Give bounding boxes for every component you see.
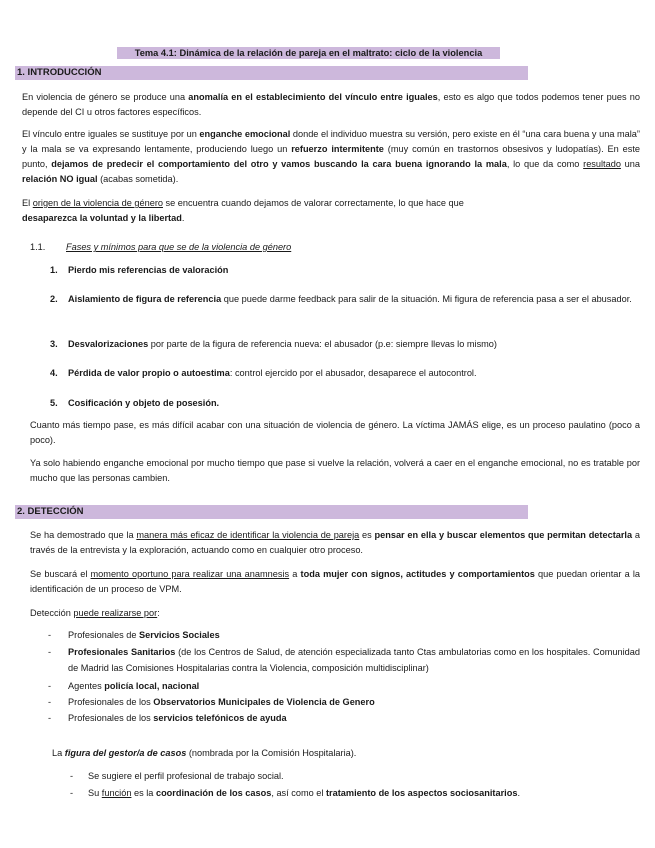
intro-paragraph-5: Ya solo habiendo enganche emocional por mucho tiempo que pase si vuelve la relación, volverá a caer en el enganche emocional, no es tratable por mucho que las personas cambien.	[30, 458, 640, 483]
intro-paragraph-2: El vínculo entre iguales se sustituye por un enganche emocional donde el individuo muestra su versión, pero existe en él “una cara buena y una mala” y la mala se va expresando lentamente, produciendo luego un refuerzo intermitente (muy común en trastornos obsesivos y ludopatías). En este punto, dejamos de predecir el comportamiento del otro y vamos buscando la cara buena ignorando la mala, lo que da como resultado una relación NO igual (acabas sometida).	[22, 129, 640, 184]
phase-item: 3. Desvalorizaciones por parte de la figura de referencia nueva: el abusador (p.e: siempre llevas lo mismo)	[50, 339, 497, 349]
list-item: - Profesionales de los Observatorios Municipales de Violencia de Genero	[48, 697, 375, 707]
subsection-heading-fases: 1.1. Fases y mínimos para que se de la violencia de género	[30, 242, 292, 252]
phase-item: 5. Cosificación y objeto de posesión.	[50, 398, 220, 408]
detection-paragraph-1: Se ha demostrado que la manera más eficaz de identificar la violencia de pareja es pensar en ella y buscar elementos que permitan detectarla a través de la entrevista y la exploración, actuando como en cualquier otro proceso.	[30, 530, 640, 555]
section-heading-deteccion: 2. DETECCIÓN	[15, 505, 528, 519]
gestor-paragraph: La figura del gestor/a de casos (nombrada por la Comisión Hospitalaria).	[52, 748, 357, 758]
document-title: Tema 4.1: Dinámica de la relación de pareja en el maltrato: ciclo de la violencia	[117, 47, 500, 59]
list-item: - Profesionales Sanitarios (de los Centros de Salud, de atención especializada tanto Ctas ambulatorias como en los hospitales. Comunidad de Madrid las Comisiones Hospitalarias contra la Violencia, composición multidisciplinar)	[48, 647, 640, 673]
phase-item: 4. Pérdida de valor propio o autoestima: control ejercido por el abusador, desaparece el autocontrol.	[50, 368, 477, 378]
intro-paragraph-1: En violencia de género se produce una anomalía en el establecimiento del vínculo entre iguales, esto es algo que todos podemos tener pues no depende del CI u otros factores específicos.	[22, 92, 640, 117]
list-item: - Profesionales de los servicios telefónicos de ayuda	[48, 713, 287, 723]
section-heading-introduccion: 1. INTRODUCCIÓN	[15, 66, 528, 80]
list-item: - Su función es la coordinación de los casos, así como el tratamiento de los aspectos sociosanitarios.	[70, 788, 521, 798]
intro-paragraph-3: El origen de la violencia de género se encuentra cuando dejamos de valorar correctamente, lo que hace que desaparezca la voluntad y la libertad.	[22, 198, 464, 223]
list-item: - Profesionales de Servicios Sociales	[48, 630, 220, 640]
phase-item: 2. Aislamiento de figura de referencia que puede darme feedback para salir de la situación. Mi figura de referencia pasa a ser el abusador.	[50, 294, 632, 304]
detection-paragraph-2: Se buscará el momento oportuno para realizar una anamnesis a toda mujer con signos, actitudes y comportamientos que puedan orientar a la identificación de un proceso de VPM.	[30, 569, 640, 594]
phase-item: 1. Pierdo mis referencias de valoración	[50, 265, 229, 275]
list-item: - Se sugiere el perfil profesional de trabajo social.	[70, 771, 284, 781]
list-item: - Agentes policía local, nacional	[48, 681, 200, 691]
intro-paragraph-4: Cuanto más tiempo pase, es más difícil acabar con una situación de violencia de género. La víctima JAMÁS elige, es un proceso paulatino (poco a poco).	[30, 420, 640, 445]
detection-paragraph-3: Detección puede realizarse por:	[30, 608, 160, 618]
